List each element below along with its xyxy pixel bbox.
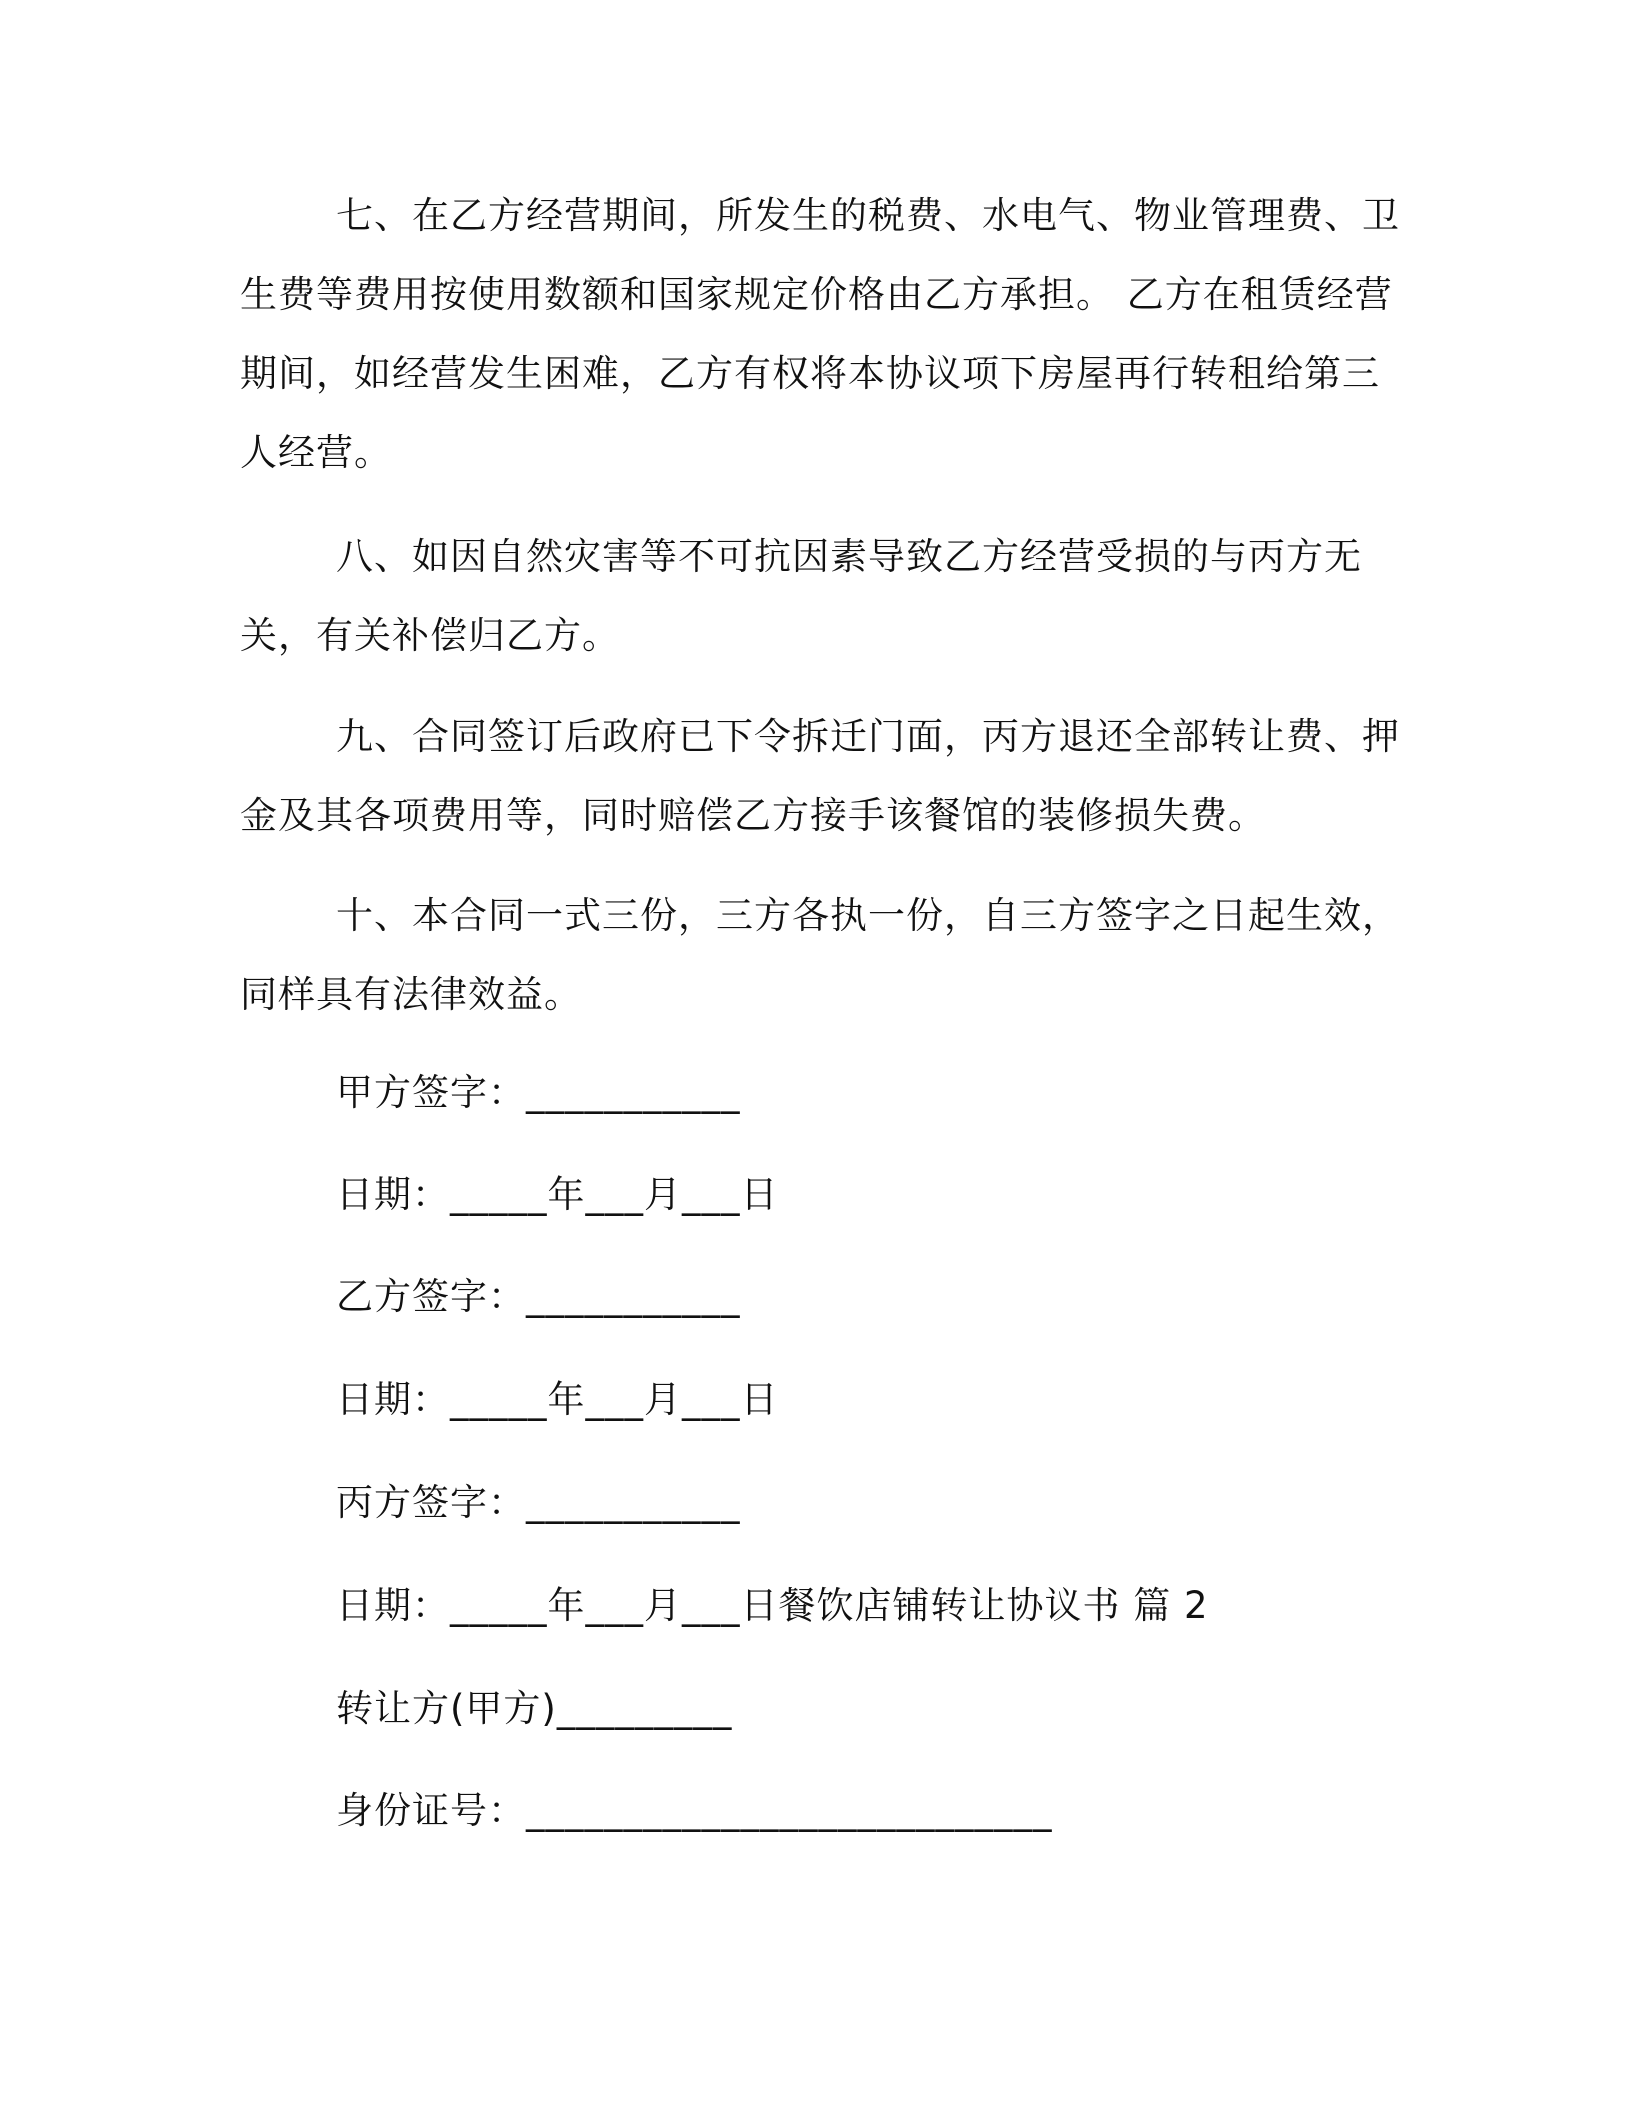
- party-c-signature-line: 丙方签字：___________: [336, 1481, 741, 1524]
- party-c-date-and-heading-line: 日期：_____年___月___日餐饮店铺转让协议书 篇 2: [336, 1584, 1209, 1627]
- clause-seven: 七、在乙方经营期间，所发生的税费、水电气、物业管理费、卫生费等费用按使用数额和国家规定价格由乙方承担。 乙方在租赁经营期间，如经营发生困难，乙方有权将本协议项下房屋再行转租给第三人经营。: [240, 194, 1400, 474]
- clause-eight: 八、如因自然灾害等不可抗因素导致乙方经营受损的与丙方无关，有关补偿归乙方。: [240, 535, 1362, 657]
- party-b-date-line: 日期：_____年___月___日: [336, 1378, 779, 1421]
- clause-ten: 十、本合同一式三份，三方各执一份，自三方签字之日起生效，同样具有法律效益。: [240, 894, 1400, 1016]
- party-b-signature-line: 乙方签字：___________: [336, 1275, 741, 1318]
- transferor-line: 转让方(甲方)_________: [336, 1687, 733, 1730]
- party-a-signature-line: 甲方签字：___________: [336, 1071, 741, 1114]
- id-number-line: 身份证号：___________________________: [336, 1789, 1053, 1832]
- party-a-date-line: 日期：_____年___月___日: [336, 1173, 779, 1216]
- clause-nine: 九、合同签订后政府已下令拆迁门面，丙方退还全部转让费、押金及其各项费用等，同时赔偿乙方接手该餐馆的装修损失费。: [240, 715, 1400, 837]
